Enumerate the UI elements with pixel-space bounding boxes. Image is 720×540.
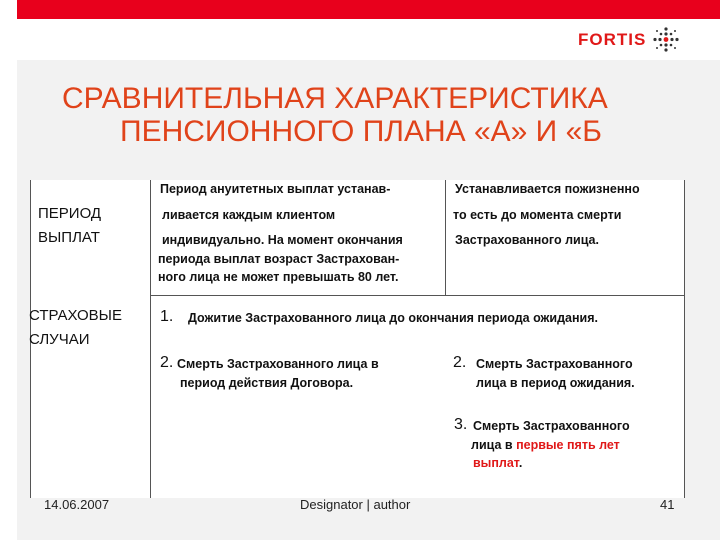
event-item-2a-line: Смерть Застрахованного лица в	[177, 357, 379, 371]
row-header-line: СТРАХОВЫЕ	[29, 307, 122, 324]
event-item-2b-line: лица в период ожидания.	[476, 376, 635, 390]
event-number: 3.	[454, 416, 468, 433]
title-line-2: ПЕНСИОННОГО ПЛАНА «А» И «Б	[120, 115, 602, 148]
event-item-3-text: лица в	[471, 438, 513, 452]
plan-b-text-line: Устанавливается пожизненно	[455, 182, 640, 196]
row-header-insured-events	[29, 304, 122, 352]
row-header-payout-period	[38, 202, 101, 250]
event-item-3-text: .	[518, 456, 523, 470]
plan-a-text-line: Период ануитетных выплат устанав-	[160, 182, 391, 196]
table-divider-col1	[150, 180, 151, 498]
table-divider-col2	[445, 180, 446, 295]
logo-text: FORTIS	[578, 30, 647, 49]
footer-date: 14.06.2007	[44, 497, 110, 512]
event-item-3-line	[473, 456, 522, 470]
plan-a-text-line: периода выплат возраст Застрахован-	[158, 252, 400, 266]
fortis-logo	[578, 28, 681, 52]
plan-a-text-line: индивидуально. На момент окончания	[162, 233, 403, 247]
event-item-3-line: Смерть Застрахованного	[473, 419, 630, 433]
table-row-divider	[150, 295, 685, 296]
event-item-3-highlight: первые пять лет	[516, 438, 620, 452]
event-item-2a-line: период действия Договора.	[180, 376, 354, 390]
row-header-line: ПЕРИОД	[38, 205, 102, 222]
title-line-1: СРАВНИТЕЛЬНАЯ ХАРАКТЕРИСТИКА	[62, 82, 608, 115]
comparison-table	[30, 180, 685, 498]
event-number: 2.	[453, 354, 467, 371]
event-item-1: Дожитие Застрахованного лица до окончания периода ожидания.	[188, 311, 598, 325]
footer-designator: Designator | author	[300, 497, 411, 512]
event-number: 2.	[160, 354, 174, 371]
plan-a-text-line: ливается каждым клиентом	[162, 208, 336, 222]
event-item-3-highlight: выплат	[473, 456, 519, 470]
event-item-2b-line: Смерть Застрахованного	[476, 357, 633, 371]
fortis-dots-logo-icon	[651, 26, 681, 54]
top-red-bar	[17, 0, 720, 19]
slide-title	[40, 82, 680, 148]
page-number: 41	[660, 497, 675, 512]
row-header-line: ВЫПЛАТ	[38, 229, 100, 246]
table-border-right	[684, 180, 685, 498]
plan-b-text-line: то есть до момента смерти	[453, 208, 622, 222]
row-header-line: СЛУЧАИ	[29, 331, 90, 348]
plan-a-text-line: ного лица не может превышать 80 лет.	[158, 270, 399, 284]
event-item-3-line	[471, 438, 620, 452]
plan-b-text-line: Застрахованного лица.	[455, 233, 599, 247]
event-number: 1.	[160, 308, 174, 325]
